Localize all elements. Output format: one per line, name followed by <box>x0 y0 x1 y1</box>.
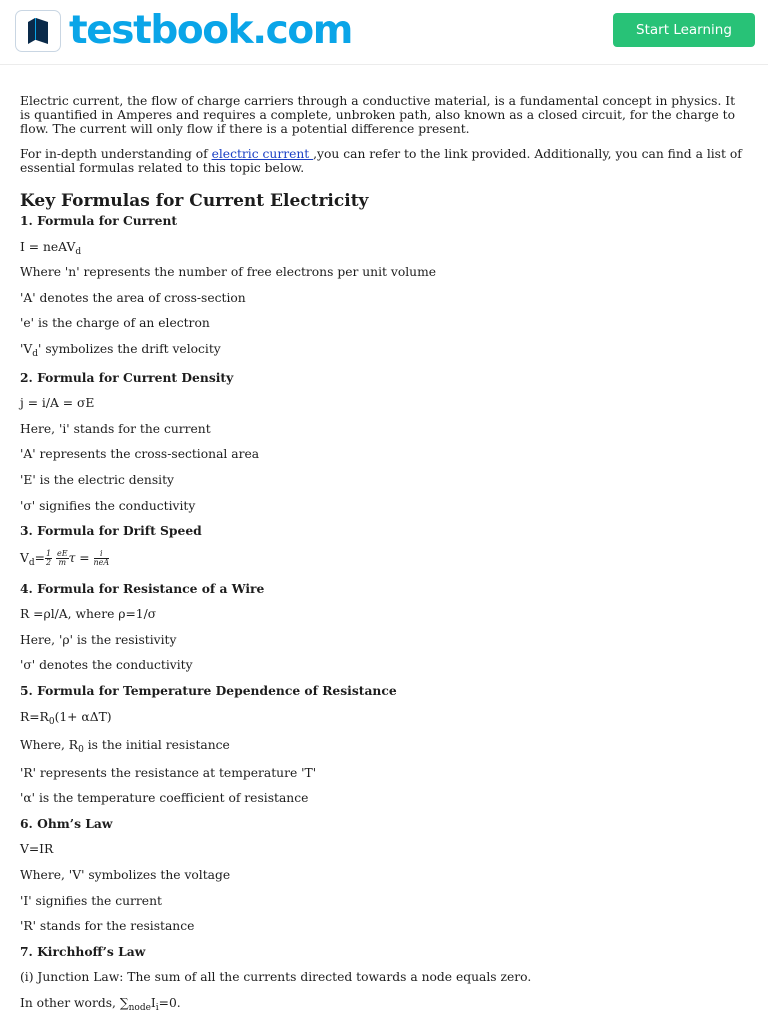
fraction: $\frac{eE}{m}$ <box>56 548 68 567</box>
electric-current-link[interactable]: electric current <box>211 147 314 162</box>
formula-5-desc: 'R' represents the resistance at temperature 'T' <box>20 765 317 780</box>
formula-5-desc: 'α' is the temperature coefficient of resistance <box>20 791 309 806</box>
formula-4-title: 4. Formula for Resistance of a Wire <box>20 580 265 596</box>
formula-4-desc: Here, 'ρ' is the resistivity <box>20 632 177 647</box>
testbook-logo[interactable] <box>15 10 352 52</box>
formula-6-title: 6. Ohm’s Law <box>20 815 113 831</box>
formula-6-equation: V=IR <box>20 842 54 857</box>
formula-2-desc: 'E' is the electric density <box>20 472 174 487</box>
formula-1-desc: Where 'n' represents the number of free electrons per unit volume <box>20 265 437 280</box>
formula-6-desc: Where, 'V' symbolizes the voltage <box>20 868 231 883</box>
formula-1-title: 1. Formula for Current <box>20 212 178 228</box>
fraction: $\frac{i}{\text{neA}}$ <box>93 548 110 567</box>
formula-2-desc: 'σ' signifies the conductivity <box>20 498 196 513</box>
site-header <box>0 0 768 65</box>
formula-5-title: 5. Formula for Temperature Dependence of Resistance <box>20 683 397 699</box>
start-learning-button[interactable]: Start Learning <box>613 13 755 47</box>
formula-5-desc: Where, $R_0$ is the initial resistance <box>20 737 230 755</box>
intro-text-before: For in-depth understanding of <box>20 147 212 162</box>
formula-1-desc: 'e' is the charge of an electron <box>20 316 210 331</box>
formula-1-desc: '$V_d$' symbolizes the drift velocity <box>20 341 221 359</box>
formula-2-desc: Here, 'i' stands for the current <box>20 421 211 436</box>
article-content <box>20 95 748 1022</box>
formula-7-equation: In other words, $\sum_{node}I_i=0$. <box>20 996 181 1014</box>
logo-text: testbook.com <box>69 8 352 53</box>
formula-6-desc: 'I' signifies the current <box>20 893 162 908</box>
formula-3-equation: $V_d=$ $\frac{1}{2}$ $\frac{eE}{m}$ τ = $\frac{i}{\text{neA}}$ <box>20 548 110 568</box>
logo-mark-icon <box>15 10 61 52</box>
formula-1-desc: 'A' denotes the area of cross-section <box>20 290 246 305</box>
formula-5-equation: $R=R_0(1+ \alpha\Delta T)$ <box>20 709 112 727</box>
formula-4-desc: 'σ' denotes the conductivity <box>20 658 193 673</box>
formula-4-equation: R =ρl/A, where ρ=1/σ <box>20 607 157 622</box>
formula-2-equation: j = i/A = σE <box>20 396 95 411</box>
intro-text-after: ,you can refer to the link provided. Additionally, you can find a list of essential formulas related to this topic below. <box>20 147 742 176</box>
formula-2-title: 2. Formula for Current Density <box>20 369 234 385</box>
formula-1-equation: I = neAV$_d$ <box>20 239 82 257</box>
formula-2-desc: 'A' represents the cross-sectional area <box>20 447 260 462</box>
intro-paragraph: Electric current, the flow of charge carriers through a conductive material, is a fundamental concept in physics. It is quantified in Amperes and requires a complete, unbroken path, also known as a closed circuit, for the charge to flow. The current will only flow if there is a potential difference present. <box>20 94 736 136</box>
formula-7-title: 7. Kirchhoff’s Law <box>20 943 146 959</box>
fraction: $\frac{1}{2}$ <box>45 548 52 567</box>
formula-7-desc: (i) Junction Law: The sum of all the currents directed towards a node equals zero. <box>20 970 532 985</box>
formula-3-title: 3. Formula for Drift Speed <box>20 523 202 539</box>
intro-paragraph-link <box>20 148 748 176</box>
section-title: Key Formulas for Current Electricity <box>20 190 369 211</box>
formula-6-desc: 'R' stands for the resistance <box>20 919 195 934</box>
